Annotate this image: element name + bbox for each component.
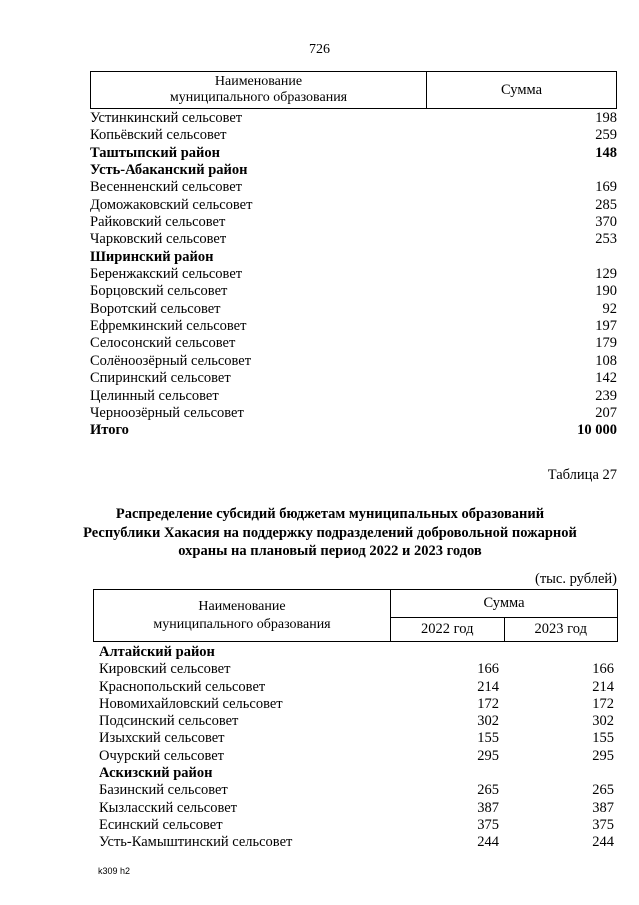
row-value-2023: 302 xyxy=(592,713,614,730)
table1-header-name-line1: Наименование xyxy=(214,74,303,89)
table-row xyxy=(90,405,617,422)
table-label: Таблица 27 xyxy=(547,467,617,483)
row-value-2023: 155 xyxy=(592,730,614,747)
table-row xyxy=(99,730,614,747)
table-row xyxy=(90,110,617,127)
row-name: Доможаковский сельсовет xyxy=(90,196,253,213)
row-value-2022: 375 xyxy=(477,816,499,833)
table-row xyxy=(90,145,617,162)
row-name: Краснопольский сельсовет xyxy=(99,678,266,695)
row-name: Итого xyxy=(90,422,129,439)
row-name: Ефремкинский сельсовет xyxy=(90,318,247,335)
row-name: Селосонский сельсовет xyxy=(90,335,236,352)
row-value: 207 xyxy=(595,404,617,421)
table1-header xyxy=(90,71,617,109)
row-name: Устинкинский сельсовет xyxy=(90,110,243,126)
table2-header-year-2022: 2022 год xyxy=(391,618,505,641)
row-value: 148 xyxy=(595,144,617,161)
row-value-2023: 265 xyxy=(592,782,614,799)
row-name: Есинский сельсовет xyxy=(99,816,223,833)
table-row xyxy=(99,644,614,661)
row-value-2022: 295 xyxy=(477,747,499,764)
table-row xyxy=(99,713,614,730)
row-name: Солёноозёрный сельсовет xyxy=(90,352,252,369)
table-row xyxy=(90,214,617,231)
row-value-2022: 172 xyxy=(477,695,499,712)
row-value-2022: 155 xyxy=(477,730,499,747)
table-row xyxy=(90,301,617,318)
page-number: 726 xyxy=(309,42,330,57)
row-value: 370 xyxy=(595,214,617,231)
row-value: 253 xyxy=(595,231,617,248)
table-row xyxy=(99,679,614,696)
row-name: Таштыпский район xyxy=(90,144,220,161)
row-value-2022: 214 xyxy=(477,678,499,695)
row-value-2023 xyxy=(499,765,614,782)
row-value-2023 xyxy=(499,644,614,661)
table-row xyxy=(90,162,617,179)
row-value-2022: 387 xyxy=(477,799,499,816)
row-name: Весенненский сельсовет xyxy=(90,179,242,196)
row-name: Новомихайловский сельсовет xyxy=(99,695,283,712)
row-value: 239 xyxy=(595,387,617,404)
row-value-2023: 375 xyxy=(592,816,614,833)
table-row xyxy=(90,353,617,370)
table-row xyxy=(99,834,614,851)
row-value-2022: 265 xyxy=(477,782,499,799)
row-name: Чарковский сельсовет xyxy=(90,231,227,248)
row-name: Усть-Абаканский район xyxy=(90,162,248,179)
row-name: Воротский сельсовет xyxy=(90,300,221,317)
table2-body xyxy=(99,644,614,852)
row-value: 108 xyxy=(595,352,617,369)
row-value-2022: 302 xyxy=(477,713,499,730)
table2-header-sum: Сумма xyxy=(391,590,617,618)
table1-header-name-line2: муниципального образования xyxy=(169,90,348,105)
row-name: Кызласский сельсовет xyxy=(99,799,237,816)
row-value: 285 xyxy=(595,196,617,213)
table-row xyxy=(90,179,617,196)
row-value-2023: 172 xyxy=(592,695,614,712)
title-line-3: охраны на плановый период 2022 и 2023 годов xyxy=(178,543,482,559)
row-value: 10 000 xyxy=(577,422,617,439)
table2-header-name-line2: муниципального образования xyxy=(153,616,331,632)
table-row xyxy=(99,817,614,834)
row-name: Изыхский сельсовет xyxy=(99,730,225,747)
table-row xyxy=(90,127,617,144)
row-value: 197 xyxy=(595,318,617,335)
row-name: Подсинский сельсовет xyxy=(99,713,239,730)
table2-header-name xyxy=(94,590,391,641)
row-value: 179 xyxy=(595,335,617,352)
table-row xyxy=(90,335,617,352)
table-row xyxy=(99,748,614,765)
units-label: (тыс. рублей) xyxy=(535,571,617,587)
table-row xyxy=(99,661,614,678)
row-name: Базинский сельсовет xyxy=(99,782,228,799)
row-value-2023: 166 xyxy=(592,661,614,678)
row-name: Спиринский сельсовет xyxy=(90,370,231,387)
row-name: Ширинский район xyxy=(90,248,214,265)
row-value: 259 xyxy=(595,127,617,144)
table-row xyxy=(90,283,617,300)
row-name: Беренжакский сельсовет xyxy=(90,266,243,283)
title-line-1: Распределение субсидий бюджетам муниципальных образований xyxy=(115,506,545,522)
table1-header-name xyxy=(91,72,427,108)
table-row xyxy=(90,388,617,405)
row-value: 198 xyxy=(595,110,617,126)
table2-header-sum-group xyxy=(391,590,617,641)
row-name: Черноозёрный сельсовет xyxy=(90,404,244,421)
row-name: Алтайский район xyxy=(99,644,215,660)
table-row xyxy=(90,197,617,214)
row-name: Борцовский сельсовет xyxy=(90,283,228,300)
table1-body xyxy=(90,110,617,440)
row-name: Аскизский район xyxy=(99,765,213,782)
row-value-2022 xyxy=(387,765,499,782)
table2-header xyxy=(93,589,618,642)
table-row xyxy=(99,696,614,713)
table2-header-year-2023: 2023 год xyxy=(534,621,587,637)
row-name: Райковский сельсовет xyxy=(90,214,226,231)
table-row xyxy=(99,800,614,817)
row-value: 129 xyxy=(595,266,617,283)
row-value-2022: 244 xyxy=(477,834,499,851)
table1-header-sum: Сумма xyxy=(500,81,543,98)
row-name: Очурский сельсовет xyxy=(99,747,225,764)
row-value-2023: 387 xyxy=(592,799,614,816)
table-row xyxy=(90,249,617,266)
row-value: 169 xyxy=(595,179,617,196)
row-value: 142 xyxy=(595,370,617,387)
footer-code: k309 h2 xyxy=(98,866,131,876)
row-value: 190 xyxy=(595,283,617,300)
row-value: 92 xyxy=(602,300,617,317)
table2-header-years xyxy=(391,618,617,641)
table2-title xyxy=(70,505,590,561)
row-value-2022: 166 xyxy=(477,661,499,678)
table2-header-name-line1: Наименование xyxy=(198,598,286,614)
table-row xyxy=(90,370,617,387)
table-row xyxy=(99,765,614,782)
row-name: Целинный сельсовет xyxy=(90,387,219,404)
title-line-2: Республики Хакасия на поддержку подразделений добровольной пожарной xyxy=(83,524,577,541)
table-row xyxy=(90,266,617,283)
row-value-2023: 214 xyxy=(592,678,614,695)
table-row xyxy=(90,231,617,248)
table-row xyxy=(90,318,617,335)
row-value-2023: 295 xyxy=(592,747,614,764)
row-value-2022 xyxy=(387,644,499,661)
table-row xyxy=(99,782,614,799)
row-value-2023: 244 xyxy=(592,834,614,851)
row-name: Кировский сельсовет xyxy=(99,661,231,678)
row-name: Копьёвский сельсовет xyxy=(90,127,227,144)
row-name: Усть-Камыштинский сельсовет xyxy=(99,834,293,851)
table-row xyxy=(90,422,617,439)
